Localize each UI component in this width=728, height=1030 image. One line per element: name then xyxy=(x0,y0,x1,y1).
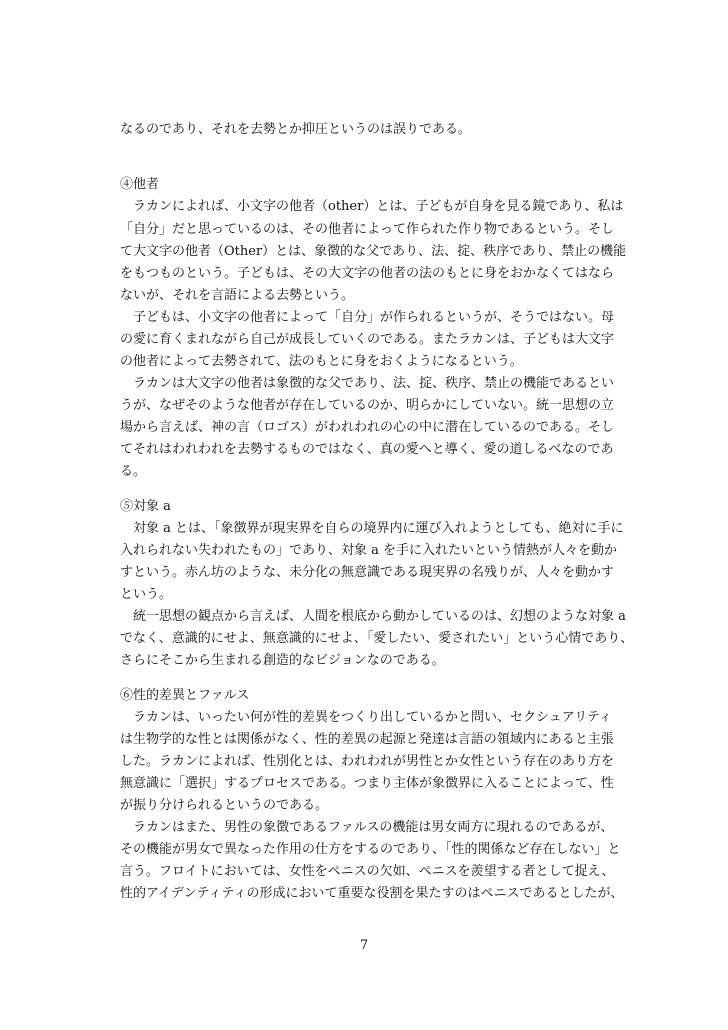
body-line: した。ラカンによれば、性別化とは、われわれが男性とか女性という存在のあり方を xyxy=(120,754,615,769)
body-line: の愛に育くまれながら自己が成長していくのである。またラカンは、子どもは大文字 xyxy=(120,332,615,347)
body-line: は生物学的な性とは関係がなく、性的差異の起源と発達は言語の領域内にあると主張 xyxy=(120,732,614,747)
body-line: ラカンはまた、男性の象徴であるファルスの機能は男女両方に現れるのであるが、 xyxy=(120,820,614,835)
body-line: てそれはわれわれを去勢するものではなく、真の愛へと導く、愛の道しるべなのであ xyxy=(120,442,614,457)
body-line: ラカンによれば、小文字の他者（other）とは、子どもが自身を見る鏡であり、私は xyxy=(120,199,624,214)
body-line: 場から言えば、神の言（ロゴス）がわれわれの心の中に潜在しているのである。そし xyxy=(120,420,615,435)
body-line: ないが、それを言語による去勢という。 xyxy=(120,288,355,303)
body-line: が振り分けられるというのである。 xyxy=(120,798,329,813)
body-line: る。 xyxy=(120,464,147,479)
body-line: 無意識に「選択」するプロセスである。つまり主体が象徴界に入ることによって、性 xyxy=(120,776,614,791)
section-heading-sexual-difference: ⑥性的差異とファルス xyxy=(120,688,250,703)
body-line: でなく、意識的にせよ、無意識的にせよ、「愛したい、愛されたい」という心情であり、 xyxy=(120,631,634,646)
body-line: て大文字の他者（Other）とは、象徴的な父であり、法、掟、秩序であり、禁止の機能 xyxy=(120,244,627,259)
section-heading-object-a: ⑤対象 a xyxy=(120,499,171,514)
body-line: 子どもは、小文字の他者によって「自分」が作られるというが、そうではない。母 xyxy=(120,310,615,325)
body-line: その機能が男女で異なった作用の仕方をするのであり、「性的関係など存在しない」と xyxy=(120,842,621,857)
body-line: さらにそこから生まれる創造的なビジョンなのである。 xyxy=(120,653,445,668)
section-heading-other: ④他者 xyxy=(120,177,160,192)
body-line: 性的アイデンティティの形成において重要な役割を果たすのはペニスであるとしたが、 xyxy=(120,886,624,901)
body-line: という。 xyxy=(120,587,173,602)
body-line: 入れられない失われたもの」であり、対象 a を手に入れたいという情熱が人々を動か xyxy=(120,543,618,558)
body-line: をもつものという。子どもは、その大文字の他者の法のもとに身をおかなくてはなら xyxy=(120,266,615,281)
body-line: 言う。フロイトにおいては、女性をペニスの欠如、ペニスを羨望する者として捉え、 xyxy=(120,864,615,879)
body-line: 「自分」だと思っているのは、その他者によって作られた作り物であるという。そし xyxy=(120,222,615,237)
body-line: ラカンは、いったい何が性的差異をつくり出しているかと問い、セクシュアリティ xyxy=(120,710,612,725)
body-line: ラカンは大文字の他者は象徴的な父であり、法、掟、秩序、禁止の機能であるとい xyxy=(120,376,615,391)
body-line: の他者によって去勢されて、法のもとに身をおくようになるという。 xyxy=(120,354,523,369)
body-line: なるのであり、それを去勢とか抑圧というのは誤りである。 xyxy=(120,122,472,137)
body-line: すという。赤ん坊のような、未分化の無意識である現実界の名残りが、人々を動かす xyxy=(120,565,615,580)
body-line: 統一思想の観点から言えば、人間を根底から動かしているのは、幻想のような対象 a xyxy=(120,609,626,624)
page-number: 7 xyxy=(359,938,369,953)
body-line: うが、なぜそのような他者が存在しているのか、明らかにしていない。統一思想の立 xyxy=(120,398,615,413)
body-line: 対象 a とは、「象徴界が現実界を自らの境界内に運び入れようとしても、絶対に手に xyxy=(120,521,624,536)
